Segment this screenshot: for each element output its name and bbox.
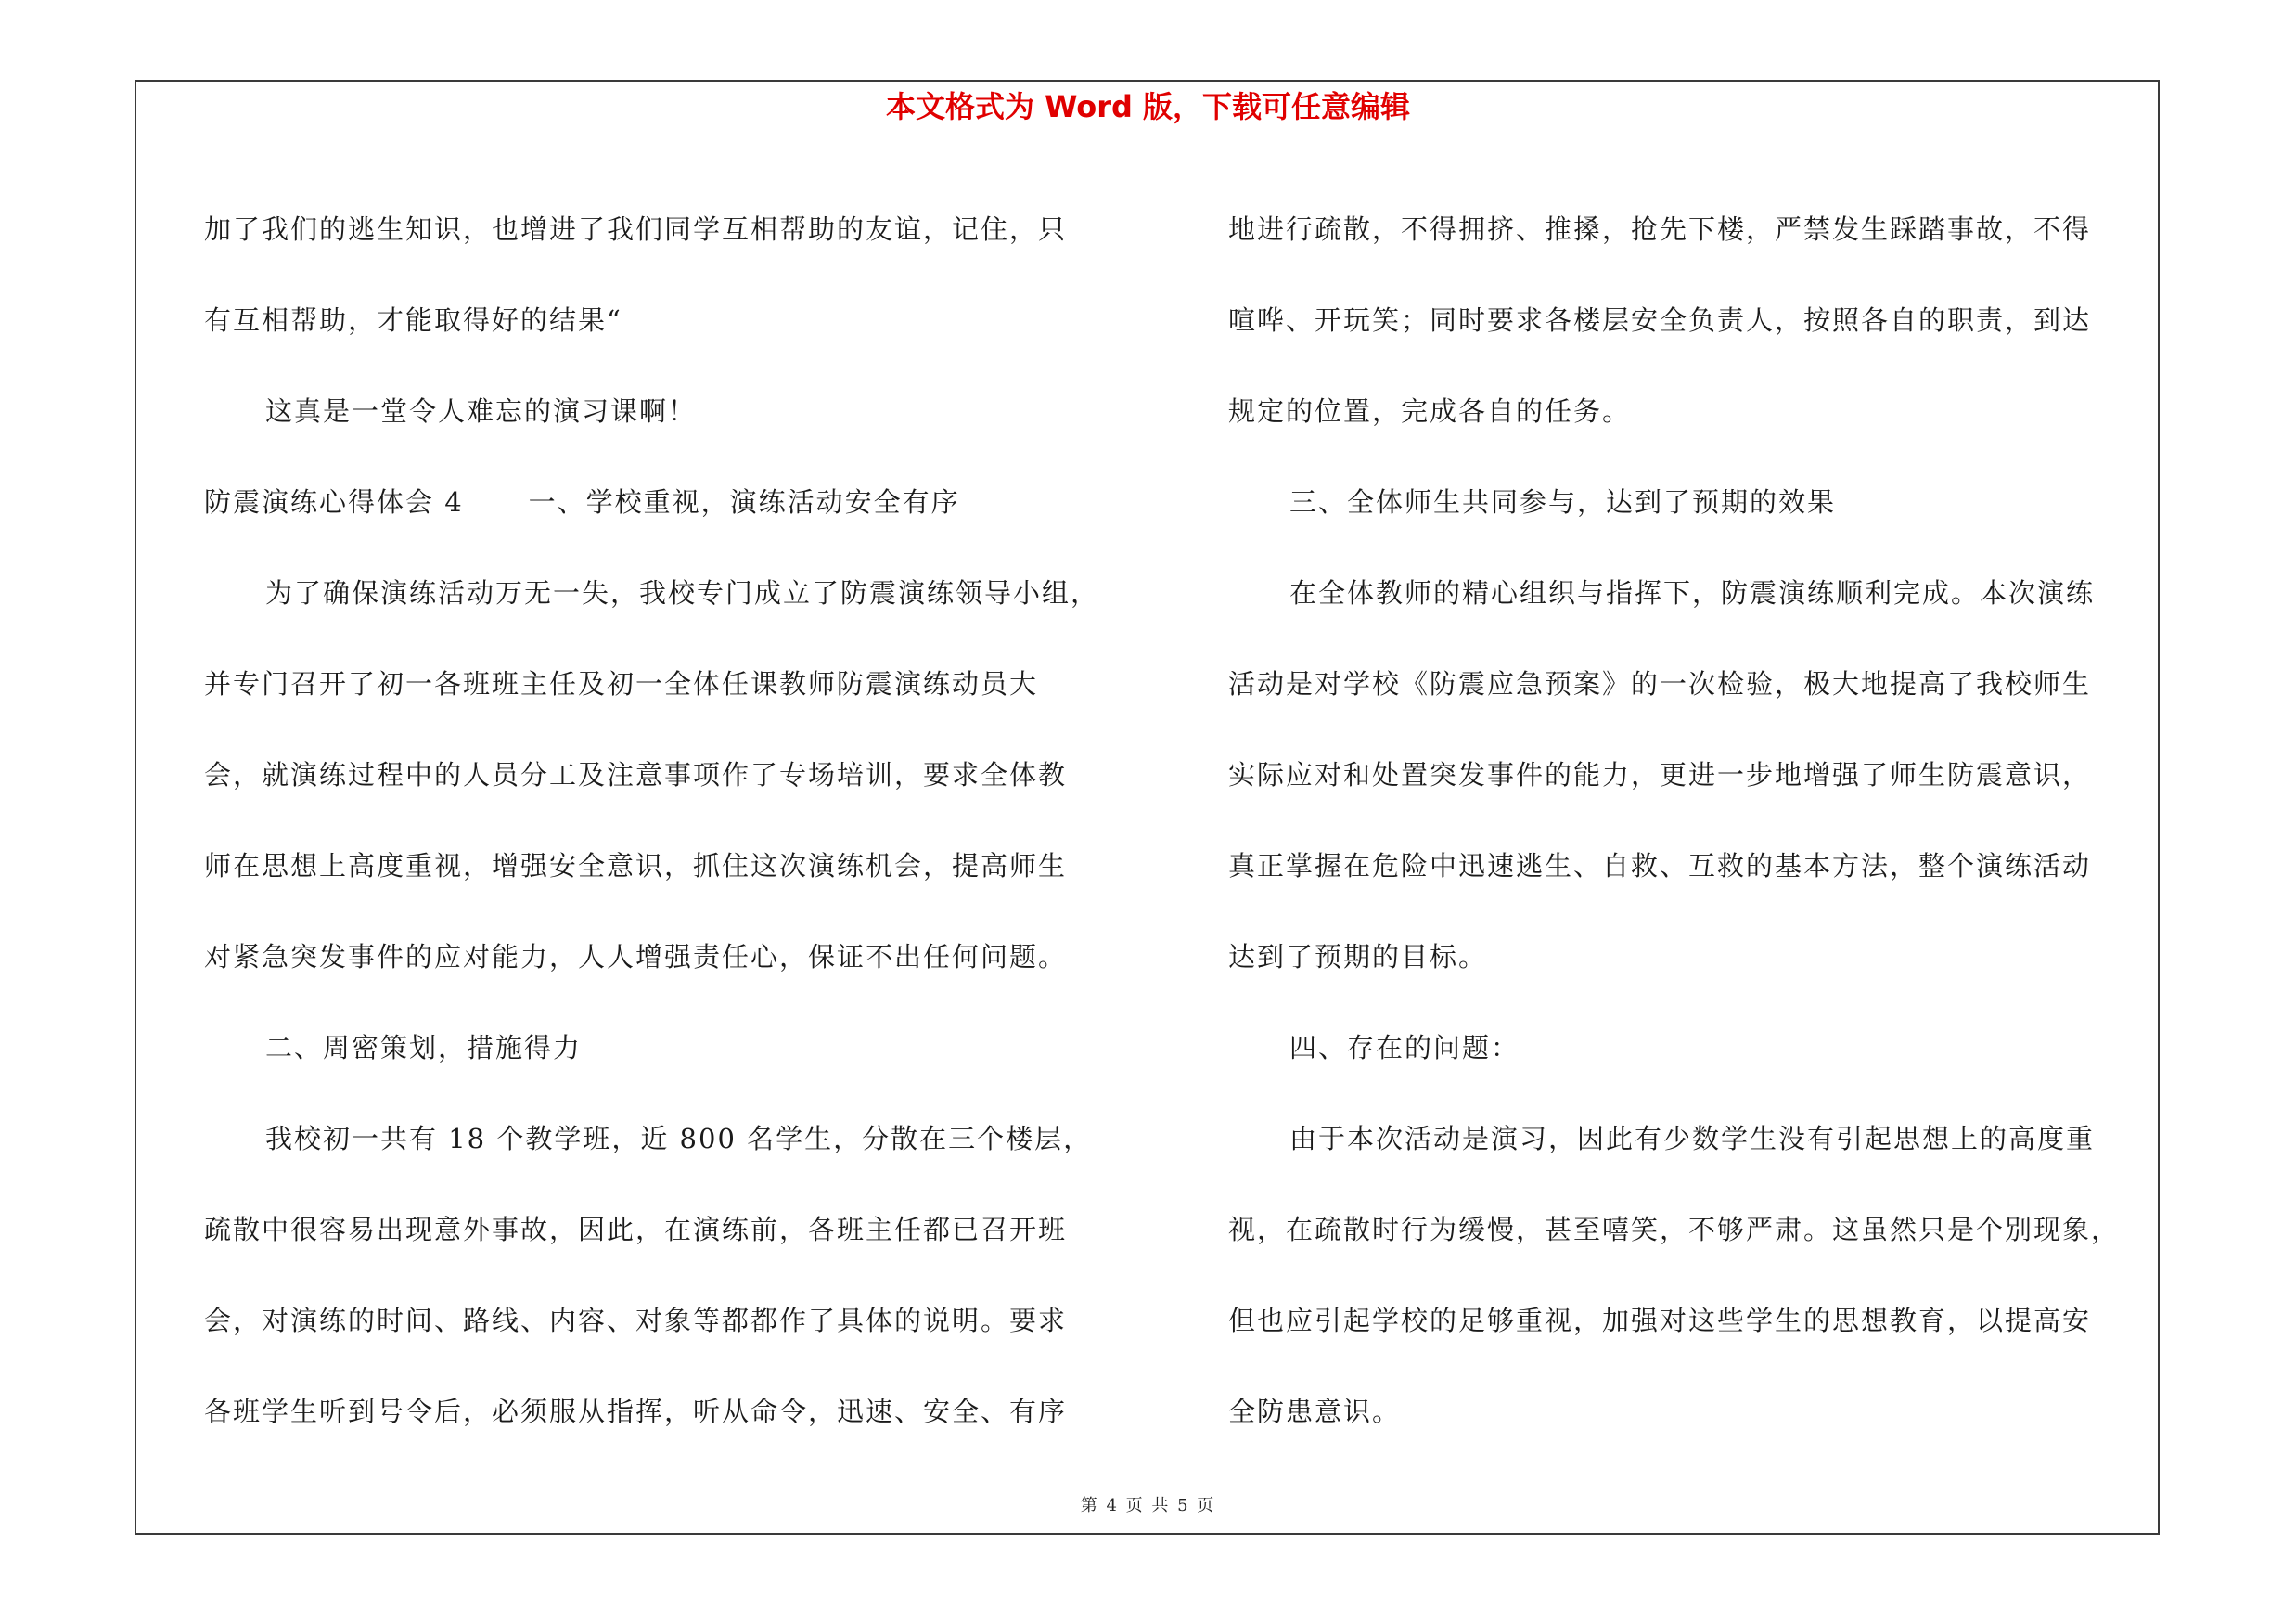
paragraph-line: 我校初一共有 18 个教学班，近 800 名学生，分散在三个楼层， [265, 1123, 1093, 1154]
word-format-banner: 本文格式为 Word 版，下载可任意编辑 [885, 89, 1411, 124]
article-title: 防震演练心得体会 4 [204, 486, 464, 518]
text-line: 并专门召开了初一各班班主任及初一全体任课教师防震演练动员大 [204, 668, 1039, 700]
section-heading-3: 三、全体师生共同参与，达到了预期的效果 [1289, 486, 1837, 518]
text-line: 但也应引起学校的足够重视，加强对这些学生的思想教育，以提高安 [1228, 1305, 2092, 1336]
text-line: 达到了预期的目标。 [1228, 941, 1488, 973]
left-column [204, 184, 1141, 1457]
text-line: 疏散中很容易出现意外事故，因此，在演练前，各班主任都已召开班 [204, 1214, 1068, 1245]
text-line: 地进行疏散，不得拥挤、推搡，抢先下楼，严禁发生踩踏事故，不得 [1228, 213, 2092, 245]
paragraph-line: 在全体教师的精心组织与指挥下，防震演练顺利完成。本次演练 [1289, 577, 2096, 609]
text-line: 活动是对学校《防震应急预案》的一次检验，极大地提高了我校师生 [1228, 668, 2092, 700]
section-heading-4: 四、存在的问题： [1289, 1032, 1520, 1063]
text-line: 师在思想上高度重视，增强安全意识，抓住这次演练机会，提高师生 [204, 850, 1068, 882]
text-line: 喧哗、开玩笑；同时要求各楼层安全负责人，按照各自的职责，到达 [1228, 304, 2092, 336]
text-line: 会，对演练的时间、路线、内容、对象等都都作了具体的说明。要求 [204, 1305, 1068, 1336]
page-number: 第 4 页 共 5 页 [1080, 1496, 1216, 1515]
text-line: 规定的位置，完成各自的任务。 [1228, 395, 1632, 427]
article-heading-line [204, 457, 1141, 547]
text-line: 加了我们的逃生知识，也增进了我们同学互相帮助的友谊，记住，只 [204, 213, 1068, 245]
text-line: 视，在疏散时行为缓慢，甚至嘻笑，不够严肃。这虽然只是个别现象， [1228, 1214, 2121, 1245]
text-line: 对紧急突发事件的应对能力，人人增强责任心，保证不出任何问题。 [204, 941, 1068, 973]
text-line: 全防患意识。 [1228, 1396, 1402, 1427]
text-line: 会，就演练过程中的人员分工及注意事项作了专场培训，要求全体教 [204, 759, 1068, 791]
paragraph-line: 这真是一堂令人难忘的演习课啊！ [265, 395, 698, 427]
text-line: 有互相帮助，才能取得好的结果“ [204, 304, 622, 336]
paragraph-line: 为了确保演练活动万无一失，我校专门成立了防震演练领导小组， [265, 577, 1100, 609]
text-line: 真正掌握在危险中迅速逃生、自救、互救的基本方法，整个演练活动 [1228, 850, 2092, 882]
text-line: 实际应对和处置突发事件的能力，更进一步地增强了师生防震意识， [1228, 759, 2092, 791]
right-column [1228, 184, 2156, 1457]
text-line: 各班学生听到号令后，必须服从指挥，听从命令，迅速、安全、有序 [204, 1396, 1068, 1427]
section-heading-1: 一、学校重视，演练活动安全有序 [528, 486, 960, 518]
section-heading-2: 二、周密策划，措施得力 [265, 1032, 583, 1063]
paragraph-line: 由于本次活动是演习，因此有少数学生没有引起思想上的高度重 [1289, 1123, 2096, 1154]
